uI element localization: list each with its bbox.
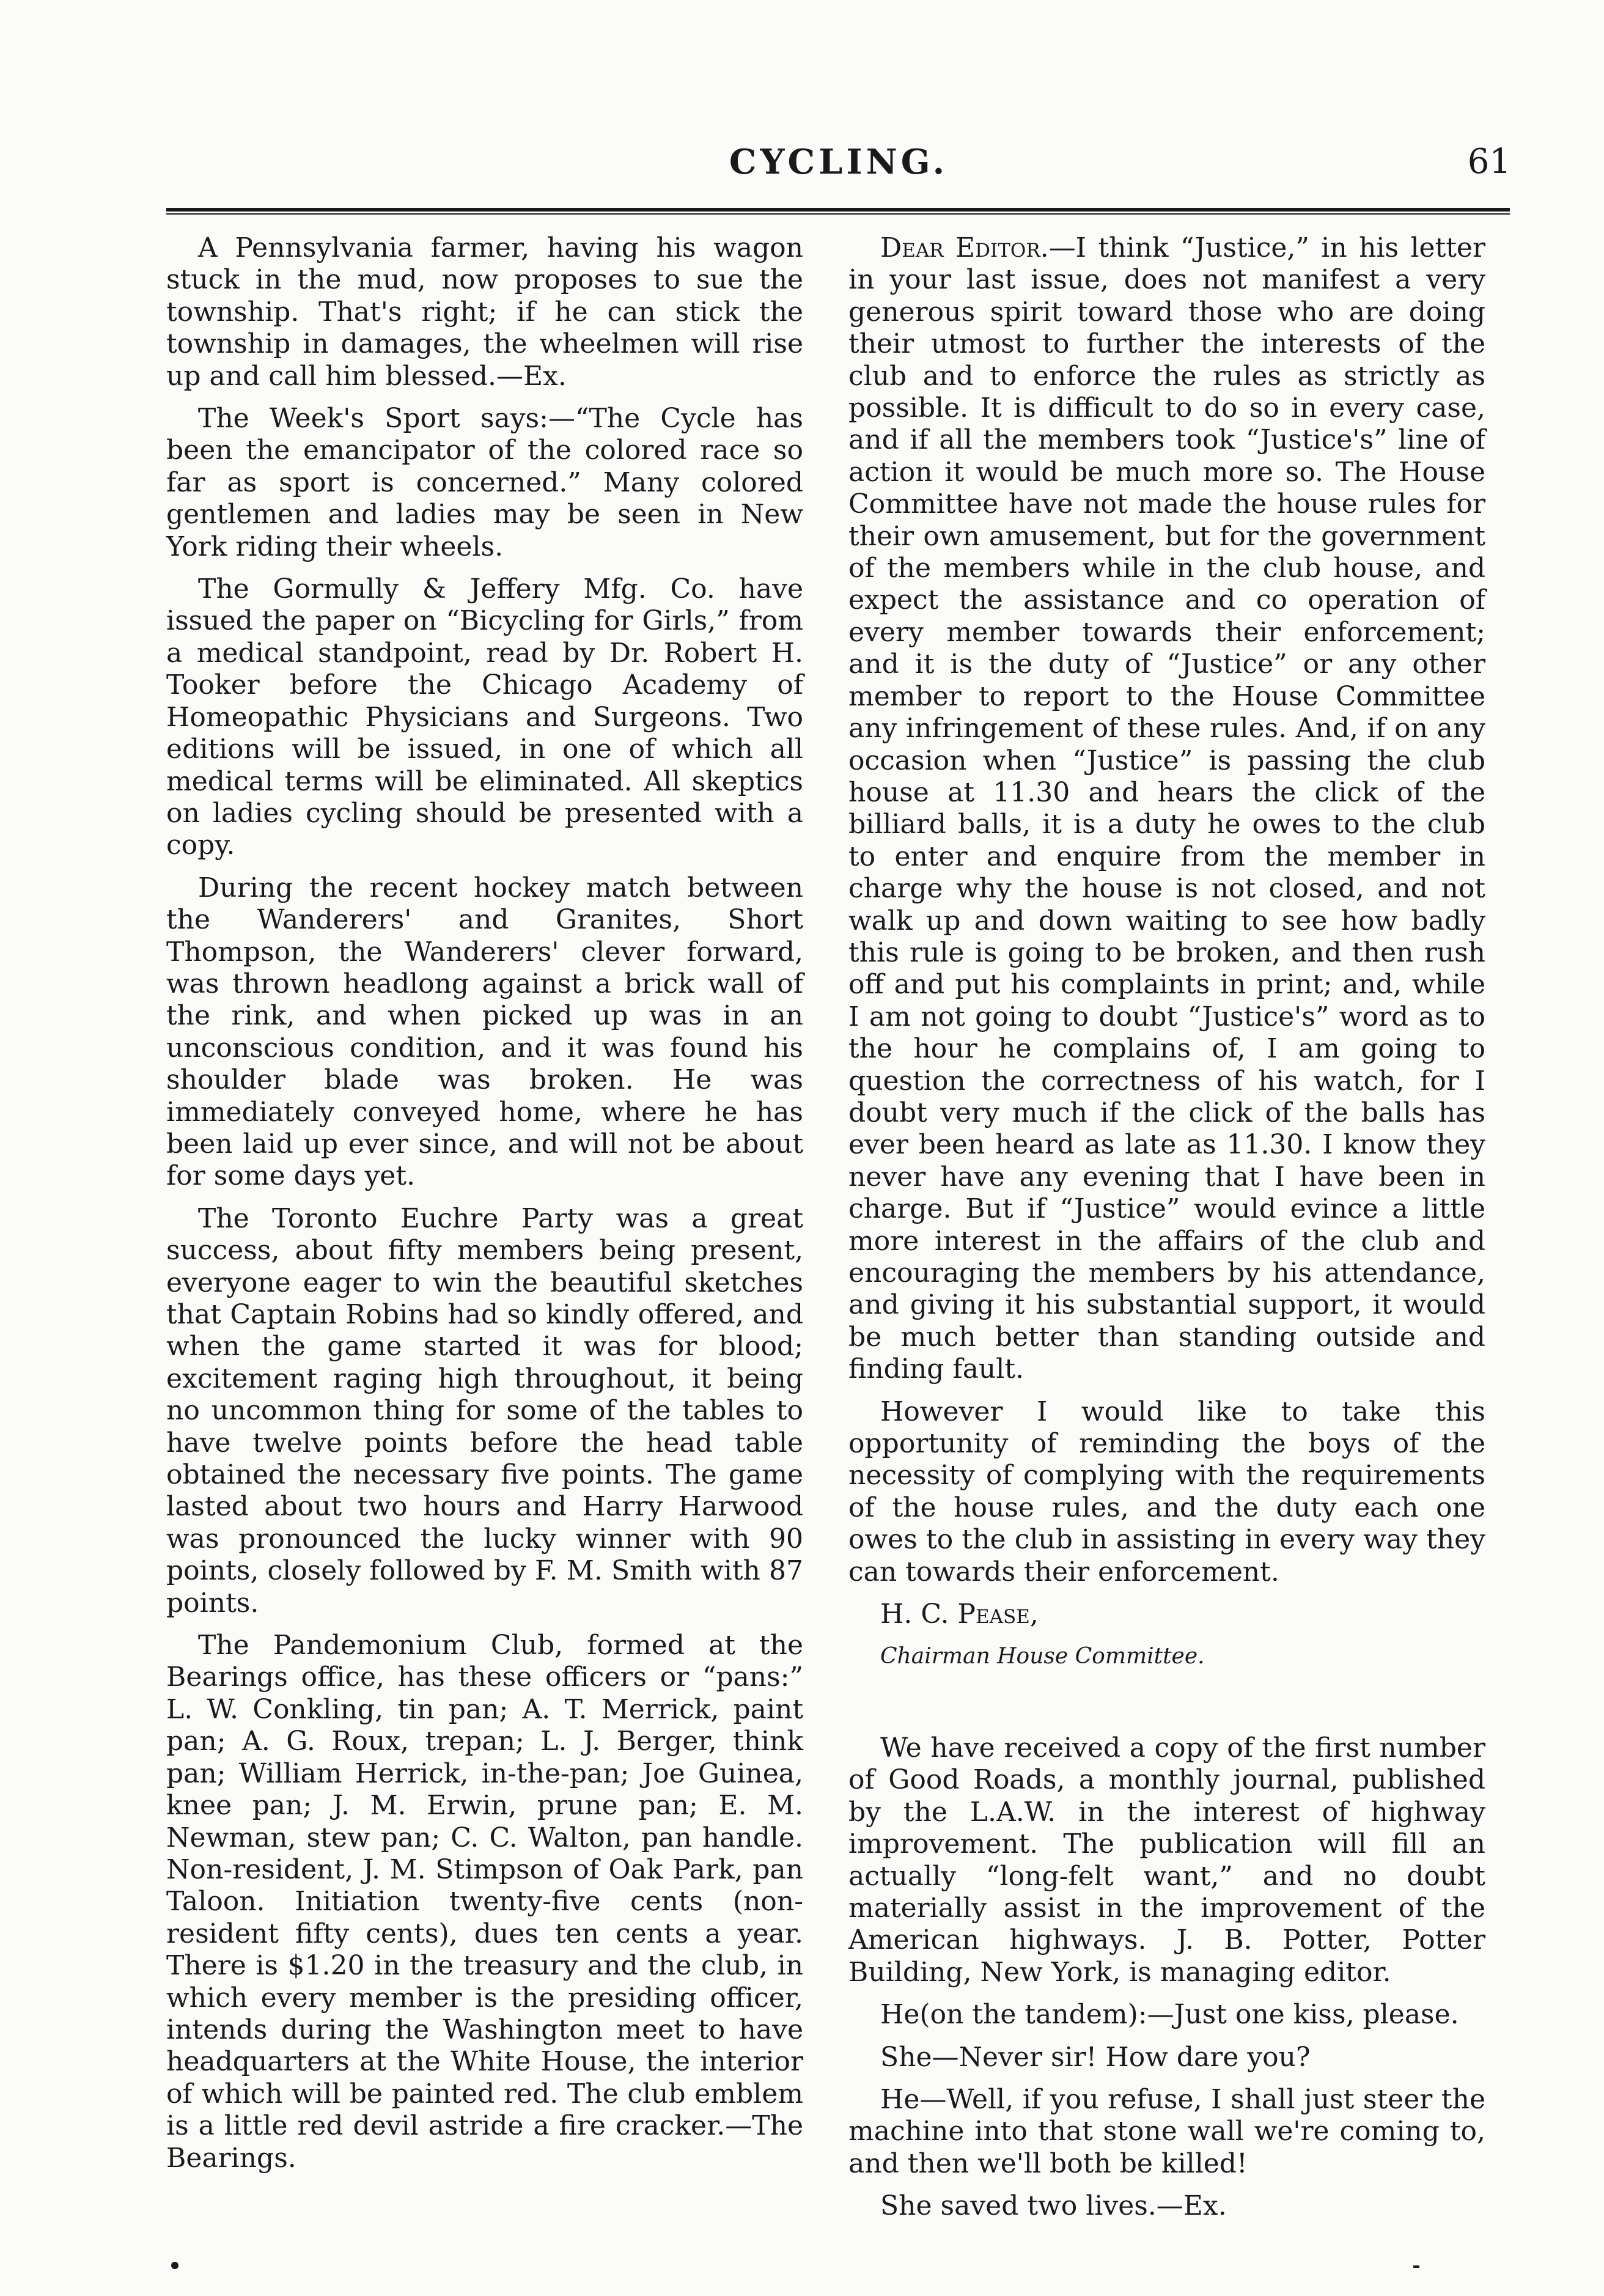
joke-line-3: He—Well, if you refuse, I shall just steer the machine into that stone wall we're coming to, and then we'll both be killed!	[848, 2083, 1485, 2179]
good-roads-item: We have received a copy of the first number of Good Roads, a monthly journal, published by the L.A.W. in the interest of highway improvement. The publication will fill an actually “long-felt want,” and no doubt materially assist in the improvement of the American highways. J. B. Potter, Potter Building, New York, is managing editor.	[848, 1732, 1485, 1988]
footer-mark-right	[1413, 2265, 1419, 2268]
footer-mark-left	[171, 2262, 178, 2269]
letter-paragraph-2: However I would like to take this opportunity of reminding the boys of the necessity of complying with the requirements of the house rules, and the duty each one owes to the club in assisting in every way they can towards their enforcement.	[848, 1396, 1485, 1588]
pandemonium-item: The Pandemonium Club, formed at the Bearings office, has these officers or “pans:” L. W. Conkling, tin pan; A. T. Merrick, paint pan; A. G. Roux, trepan; L. J. Berger, think pan; William Herrick, in-the-pan; Joe Guinea, knee pan; J. M. Erwin, prune pan; E. M. Newman, stew pan; C. C. Walton, pan handle. Non-resident, J. M. Stimpson of Oak Park, pan Taloon. Initiation twenty-five cents (non-resident fifty cents), dues ten cents a year. There is $1.20 in the treasury and the club, in which every member is the presiding officer, intends during the Washington meet to have headquarters at the White House, the interior of which will be painted red. The club emblem is a little red devil astride a fire cracker.—The Bearings.	[166, 1630, 803, 2174]
journal-title: CYCLING.	[729, 142, 949, 182]
left-column	[166, 232, 803, 2185]
weeks-sport-item: The Week's Sport says:—“The Cycle has been the emancipator of the colored race so far as sport is concerned.” Many colored gentlemen and ladies may be seen in New York riding their wheels.	[166, 403, 803, 562]
header-rule	[166, 208, 1510, 215]
signature-name: H. C. Pease,	[880, 1599, 1039, 1630]
signature-title: Chairman House Committee.	[880, 1644, 1205, 1669]
running-header	[166, 142, 1511, 185]
gormully-item: The Gormully & Jeffery Mfg. Co. have issued the paper on “Bicycling for Girls,” from a medical standpoint, read by Dr. Robert H. Tooker before the Chicago Academy of Homeopathic Physicians and Surgeons. Two editions will be issued, in one of which all medical terms will be eliminated. All skeptics on ladies cycling should be presented with a copy.	[166, 573, 803, 861]
letter-paragraph-1	[848, 232, 1485, 1386]
letter-salutation: Dear Editor.	[880, 232, 1049, 263]
right-column	[848, 232, 1485, 2233]
joke-line-1: He(on the tandem):—Just one kiss, please.	[880, 1999, 1459, 2031]
joke-line-2: She—Never sir! How dare you?	[880, 2041, 1311, 2073]
section-spacer	[848, 1683, 1485, 1732]
joke-line-4: She saved two lives.—Ex.	[880, 2190, 1227, 2222]
letter-body-1: —I think “Justice,” in his letter in your last issue, does not manifest a very generous spirit toward those who are doing their utmost to further the interests of the club and to enforce the rules as strictly as possible. It is difficult to do so in every case, and if all the members took “Justice's” line of action it would be much more so. The House Committee have not made the house rules for their own amusement, but for the government of the members while in the club house, and expect the assistance and co operation of every member towards their enforcement; and it is the duty of “Justice” or any other member to report to the House Committee any infringement of these rules. And, if on any occasion when “Justice” is passing the club house at 11.30 and hears the click of the billiard balls, it is a duty he owes to the club to enter and enquire from the member in charge why the house is not closed, and not walk up and down waiting to see how badly this rule is going to be broken, and then rush off and put his complaints in print; and, while I am not going to doubt “Justice's” word as to the hour he complains of, I am going to question the correctness of his watch, for I doubt very much if the click of the balls has ever been heard as late as 11.30. I know they never have any evening that I have been in charge. But if “Justice” would evince a little more interest in the affairs of the club and encouraging the members by his attendance, and giving it his substantial support, it would be much better than standing outside and finding fault.	[848, 232, 1486, 1385]
hockey-item: During the recent hockey match between the Wanderers' and Granites, Short Thompson, the Wanderers' clever forward, was thrown headlong against a brick wall of the rink, and when picked up was in an unconscious condition, and it was found his shoulder blade was broken. He was immediately conveyed home, where he has been laid up ever since, and will not be about for some days yet.	[166, 872, 803, 1192]
page-number: 61	[1467, 142, 1511, 182]
euchre-item: The Toronto Euchre Party was a great success, about fifty members being present, everyone eager to win the beautiful sketches that Captain Robins had so kindly offered, and when the game started it was for blood; excitement raging high throughout, it being no uncommon thing for some of the tables to have twelve points before the head table obtained the necessary five points. The game lasted about two hours and Harry Harwood was pronounced the lucky winner with 90 points, closely followed by F. M. Smith with 87 points.	[166, 1202, 803, 1619]
farmer-item: A Pennsylvania farmer, having his wagon stuck in the mud, now proposes to sue the township. That's right; if he can stick the township in damages, the wheelmen will rise up and call him blessed.—Ex.	[166, 232, 803, 392]
